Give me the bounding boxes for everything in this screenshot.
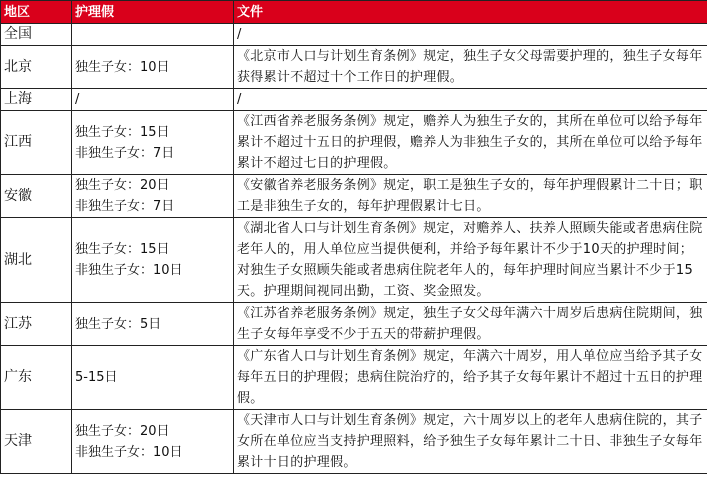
document-cell: 《湖北省人口与计划生育条例》规定，对赡养人、扶养人照顾失能或者患病住院老年人的，用人单位应当提供便利，并给予每年累计不少于10天的护理时间；对独生子女照顾失能或者患病住院老年人的，每年护理时间应当累计不少于15天。护理期间视同出勤，工资、奖金照发。 <box>234 218 707 303</box>
table-row <box>1 175 707 218</box>
table-row <box>1 24 707 46</box>
document-cell: / <box>234 24 707 46</box>
document-cell: 《北京市人口与计划生育条例》规定，独生子女父母需要护理的，独生子女每年获得累计不超过十个工作日的护理假。 <box>234 46 707 89</box>
table-row <box>1 303 707 346</box>
leave-line: 5-15日 <box>75 370 118 385</box>
table-row <box>1 89 707 111</box>
leave-line: 独生子女：5日 <box>75 316 162 332</box>
leave-cell <box>72 89 234 111</box>
leave-line: 独生子女：15日 <box>75 242 170 257</box>
document-cell: 《广东省人口与计划生育条例》规定，年满六十周岁，用人单位应当给予其子女每年五日的护理假；患病住院治疗的，给予其子女每年累计不超过十五日的护理假。 <box>234 346 707 410</box>
leave-line: / <box>75 92 80 107</box>
table-row <box>1 410 707 474</box>
region-cell: 安徽 <box>1 175 72 218</box>
region-cell: 全国 <box>1 24 72 46</box>
leave-line: 独生子女：15日 <box>75 124 170 140</box>
leave-line: 非独生子女：10日 <box>75 263 183 278</box>
leave-cell <box>72 410 234 474</box>
table-row <box>1 46 707 89</box>
leave-cell <box>72 46 234 89</box>
header-leave: 护理假 <box>72 1 234 24</box>
table-body <box>1 24 707 474</box>
leave-cell <box>72 111 234 175</box>
region-cell: 广东 <box>1 346 72 410</box>
document-cell: 《江西省养老服务条例》规定，赡养人为独生子女的，其所在单位可以给予每年累计不超过十五日的护理假，赡养人为非独生子女的，其所在单位可以给予每年累计不超过七日的护理假。 <box>234 111 707 175</box>
table-row <box>1 218 707 303</box>
region-cell: 江西 <box>1 111 72 175</box>
header-region: 地区 <box>1 1 72 24</box>
region-cell: 上海 <box>1 89 72 111</box>
region-cell: 江苏 <box>1 303 72 346</box>
table-row <box>1 111 707 175</box>
leave-line: 独生子女：20日 <box>75 178 170 193</box>
region-cell: 北京 <box>1 46 72 89</box>
document-cell: 《江苏省养老服务条例》规定，独生子女父母年满六十周岁后患病住院期间，独生子女每年享受不少于五天的带薪护理假。 <box>234 303 707 346</box>
document-cell: / <box>234 89 707 111</box>
header-document: 文件 <box>234 1 707 24</box>
leave-cell <box>72 303 234 346</box>
leave-line: 独生子女：10日 <box>75 59 170 75</box>
leave-cell <box>72 218 234 303</box>
leave-line: 独生子女：20日 <box>75 423 170 439</box>
leave-line: 非独生子女：10日 <box>75 444 183 460</box>
region-cell: 天津 <box>1 410 72 474</box>
leave-line: 非独生子女：7日 <box>75 199 175 214</box>
header-row <box>1 1 707 24</box>
leave-cell <box>72 175 234 218</box>
table-row <box>1 346 707 410</box>
region-cell: 湖北 <box>1 218 72 303</box>
leave-cell <box>72 24 234 46</box>
document-cell: 《安徽省养老服务条例》规定，职工是独生子女的，每年护理假累计二十日；职工是非独生子女的，每年护理假累计七日。 <box>234 175 707 218</box>
leave-line: 非独生子女：7日 <box>75 145 175 161</box>
leave-cell <box>72 346 234 410</box>
document-cell: 《天津市人口与计划生育条例》规定，六十周岁以上的老年人患病住院的，其子女所在单位应当支持护理照料，给予独生子女每年累计二十日、非独生子女每年累计十日的护理假。 <box>234 410 707 474</box>
